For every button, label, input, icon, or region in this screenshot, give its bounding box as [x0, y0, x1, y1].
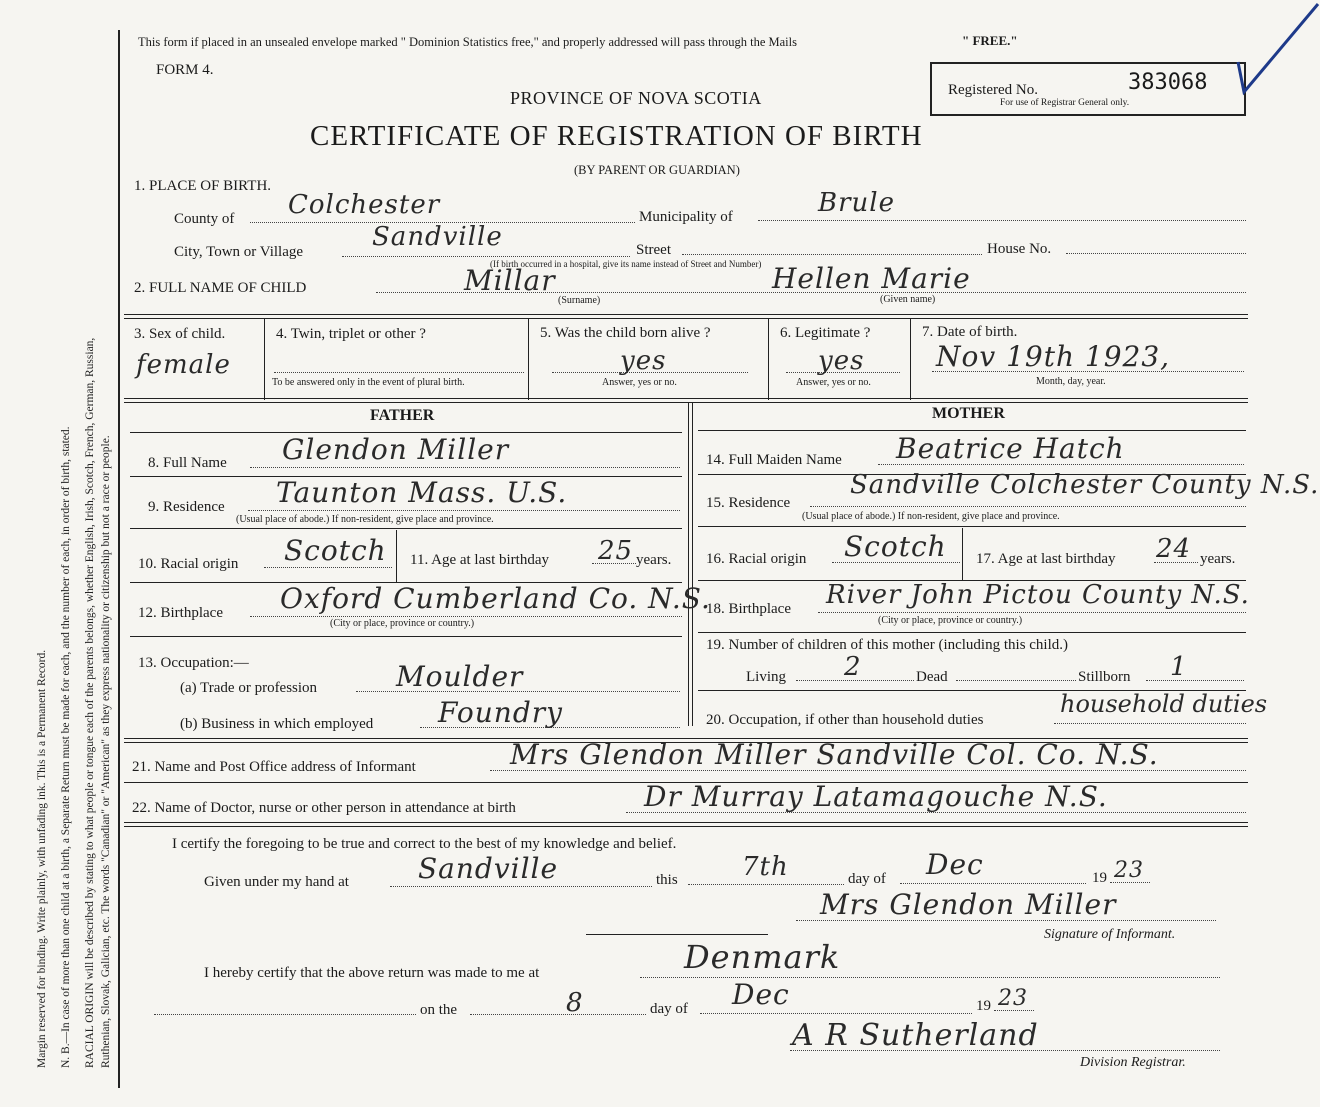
child-name-label: 2. FULL NAME OF CHILD [134, 280, 307, 296]
father-racial-origin-label: 10. Racial origin [138, 556, 239, 572]
mother-occupation-label: 20. Occupation, if other than household duties [706, 712, 984, 728]
place-of-birth-label: 1. PLACE OF BIRTH. [134, 178, 272, 194]
margin-note-line3: RACIAL ORIGIN will be described by stating to what people or tongue each of the parents belongs, whether English, Irish, Scotch, French, German, Russian, [84, 337, 96, 1068]
hospital-note: (If birth occurred in a hospital, give its name instead of Street and Number) [490, 259, 762, 269]
municipality-label: Municipality of [639, 209, 733, 225]
father-heading: FATHER [370, 407, 435, 424]
county-label: County of [174, 211, 235, 227]
mail-note: This form if placed in an unsealed envelope marked " Dominion Statistics free," and properly addressed will pass through the Mails [138, 35, 797, 49]
informant-value: Mrs Glendon Miller Sandville Col. Co. N.S. [510, 738, 1159, 771]
business-label: (b) Business in which employed [180, 716, 374, 732]
surname-note: (Surname) [558, 295, 601, 306]
margin-rule [118, 30, 120, 1088]
child-given-name: Hellen Marie [772, 262, 971, 295]
business-value: Foundry [438, 696, 563, 729]
county-value: Colchester [288, 190, 441, 220]
on-the-label: on the [420, 1002, 458, 1018]
return-year: 23 [998, 986, 1028, 1011]
mother-residence-label: 15. Residence [706, 495, 791, 511]
trade-label: (a) Trade or profession [180, 680, 318, 696]
margin-note-line2: N. B.—In case of more than one child at a birth, a Separate Return must be made for each, and the number of each, in order of birth, stated. [60, 426, 72, 1068]
mother-birthplace: River John Pictou County N.S. [826, 580, 1250, 610]
given-year: 23 [1114, 858, 1144, 883]
sex-label: 3. Sex of child. [134, 326, 226, 342]
date-of-birth-label: 7. Date of birth. [922, 324, 1018, 340]
father-birthplace-label: 12. Birthplace [138, 605, 223, 621]
children-count-label: 19. Number of children of this mother (including this child.) [706, 637, 1069, 653]
stillborn-value: 1 [1170, 652, 1188, 682]
born-alive-note: Answer, yes or no. [602, 377, 677, 388]
mother-birthplace-label: 18. Birthplace [706, 601, 791, 617]
given-day: 7th [742, 852, 789, 882]
legitimate-note: Answer, yes or no. [796, 377, 871, 388]
legitimate-label: 6. Legitimate ? [780, 325, 871, 341]
child-surname: Millar [464, 264, 556, 297]
father-age: 25 [598, 536, 634, 566]
check-mark-icon [1230, 0, 1320, 100]
free-label: " FREE." [962, 33, 1018, 48]
mother-residence-note: (Usual place of abode.) If non-resident, give place and province. [802, 511, 1060, 522]
mother-name-label: 14. Full Maiden Name [706, 452, 842, 468]
return-place: Denmark [684, 938, 841, 976]
registered-number-box [930, 62, 1246, 116]
born-alive-value: yes [620, 346, 667, 376]
return-made-label: I hereby certify that the above return was made to me at [204, 965, 540, 981]
attendant-label: 22. Name of Doctor, nurse or other person in attendance at birth [132, 800, 516, 816]
father-age-label: 11. Age at last birthday [410, 552, 549, 568]
twin-label: 4. Twin, triplet or other ? [276, 326, 426, 342]
city-label: City, Town or Village [174, 244, 304, 260]
living-value: 2 [844, 652, 862, 682]
registrar-signature: A R Sutherland [792, 1018, 1039, 1053]
province-heading: PROVINCE OF NOVA SCOTIA [510, 88, 762, 108]
father-birthplace-note: (City or place, province or country.) [330, 618, 475, 629]
return-year-prefix: 19 [976, 998, 991, 1014]
street-label: Street [636, 242, 671, 258]
mother-occupation: household duties [1060, 690, 1268, 718]
father-residence: Taunton Mass. U.S. [276, 476, 568, 509]
father-name: Glendon Miller [282, 433, 510, 466]
return-month: Dec [732, 978, 790, 1011]
form-number: FORM 4. [156, 62, 214, 78]
informant-signature-caption: Signature of Informant. [1044, 927, 1176, 942]
dead-label: Dead [916, 669, 948, 685]
margin-note-line4: Ruthenian, Slovak, Galician, etc. The words "Canadian" or "American" as they express nationality or citizenship but not a race or people. [100, 435, 112, 1068]
house-number-label: House No. [987, 241, 1052, 257]
mother-heading: MOTHER [932, 405, 1005, 422]
binding-margin [0, 0, 122, 1107]
born-alive-label: 5. Was the child born alive ? [540, 325, 711, 341]
mother-racial-origin: Scotch [844, 530, 947, 563]
given-name-note: (Given name) [880, 294, 936, 305]
mother-years-label: years. [1200, 551, 1236, 567]
sex-value: female [136, 350, 231, 380]
registered-label: Registered No. [948, 82, 1038, 98]
registrar-caption: Division Registrar. [1080, 1055, 1186, 1070]
given-year-prefix: 19 [1092, 870, 1107, 886]
informant-label: 21. Name and Post Office address of Informant [132, 759, 416, 775]
father-birthplace: Oxford Cumberland Co. N.S. [280, 582, 711, 615]
date-of-birth-value: Nov 19th 1923, [936, 340, 1171, 373]
city-value: Sandville [372, 222, 503, 252]
certify-statement: I certify the foregoing to be true and correct to the best of my knowledge and belief. [172, 836, 677, 852]
father-name-label: 8. Full Name [148, 455, 227, 471]
registrar-note: For use of Registrar General only. [1000, 98, 1130, 108]
mother-name: Beatrice Hatch [896, 432, 1125, 465]
given-place: Sandville [418, 852, 559, 885]
registered-number: 383068 [1128, 70, 1208, 95]
mother-age-label: 17. Age at last birthday [976, 551, 1116, 567]
page-title: CERTIFICATE OF REGISTRATION OF BIRTH [310, 120, 923, 152]
attendant-value: Dr Murray Latamagouche N.S. [644, 780, 1108, 813]
mother-birthplace-note: (City or place, province or country.) [878, 615, 1023, 626]
mother-age: 24 [1156, 534, 1192, 564]
given-day-of-label: day of [848, 871, 886, 887]
twin-note: To be answered only in the event of plural birth. [272, 377, 465, 388]
father-residence-label: 9. Residence [148, 499, 225, 515]
this-label: this [656, 872, 678, 888]
father-racial-origin: Scotch [284, 534, 387, 567]
page-subtitle: (BY PARENT OR GUARDIAN) [574, 163, 740, 177]
date-of-birth-note: Month, day, year. [1036, 376, 1106, 387]
legitimate-value: yes [818, 346, 865, 376]
father-occupation-label: 13. Occupation:— [138, 655, 249, 671]
father-years-label: years. [636, 552, 672, 568]
stillborn-label: Stillborn [1078, 669, 1131, 685]
municipality-value: Brule [818, 188, 895, 218]
return-day-of-label: day of [650, 1001, 688, 1017]
given-month: Dec [926, 848, 984, 881]
trade-value: Moulder [396, 660, 524, 693]
informant-signature: Mrs Glendon Miller [820, 888, 1117, 921]
mother-racial-origin-label: 16. Racial origin [706, 551, 807, 567]
father-residence-note: (Usual place of abode.) If non-resident, give place and province. [236, 514, 494, 525]
given-under-hand-label: Given under my hand at [204, 874, 349, 890]
margin-note-line1: Margin reserved for binding. Write plainly, with unfading ink. This is a Permanent Record. [36, 649, 48, 1068]
mother-residence: Sandville Colchester County N.S. [850, 470, 1320, 500]
living-label: Living [746, 669, 786, 685]
return-day: 8 [566, 988, 584, 1018]
